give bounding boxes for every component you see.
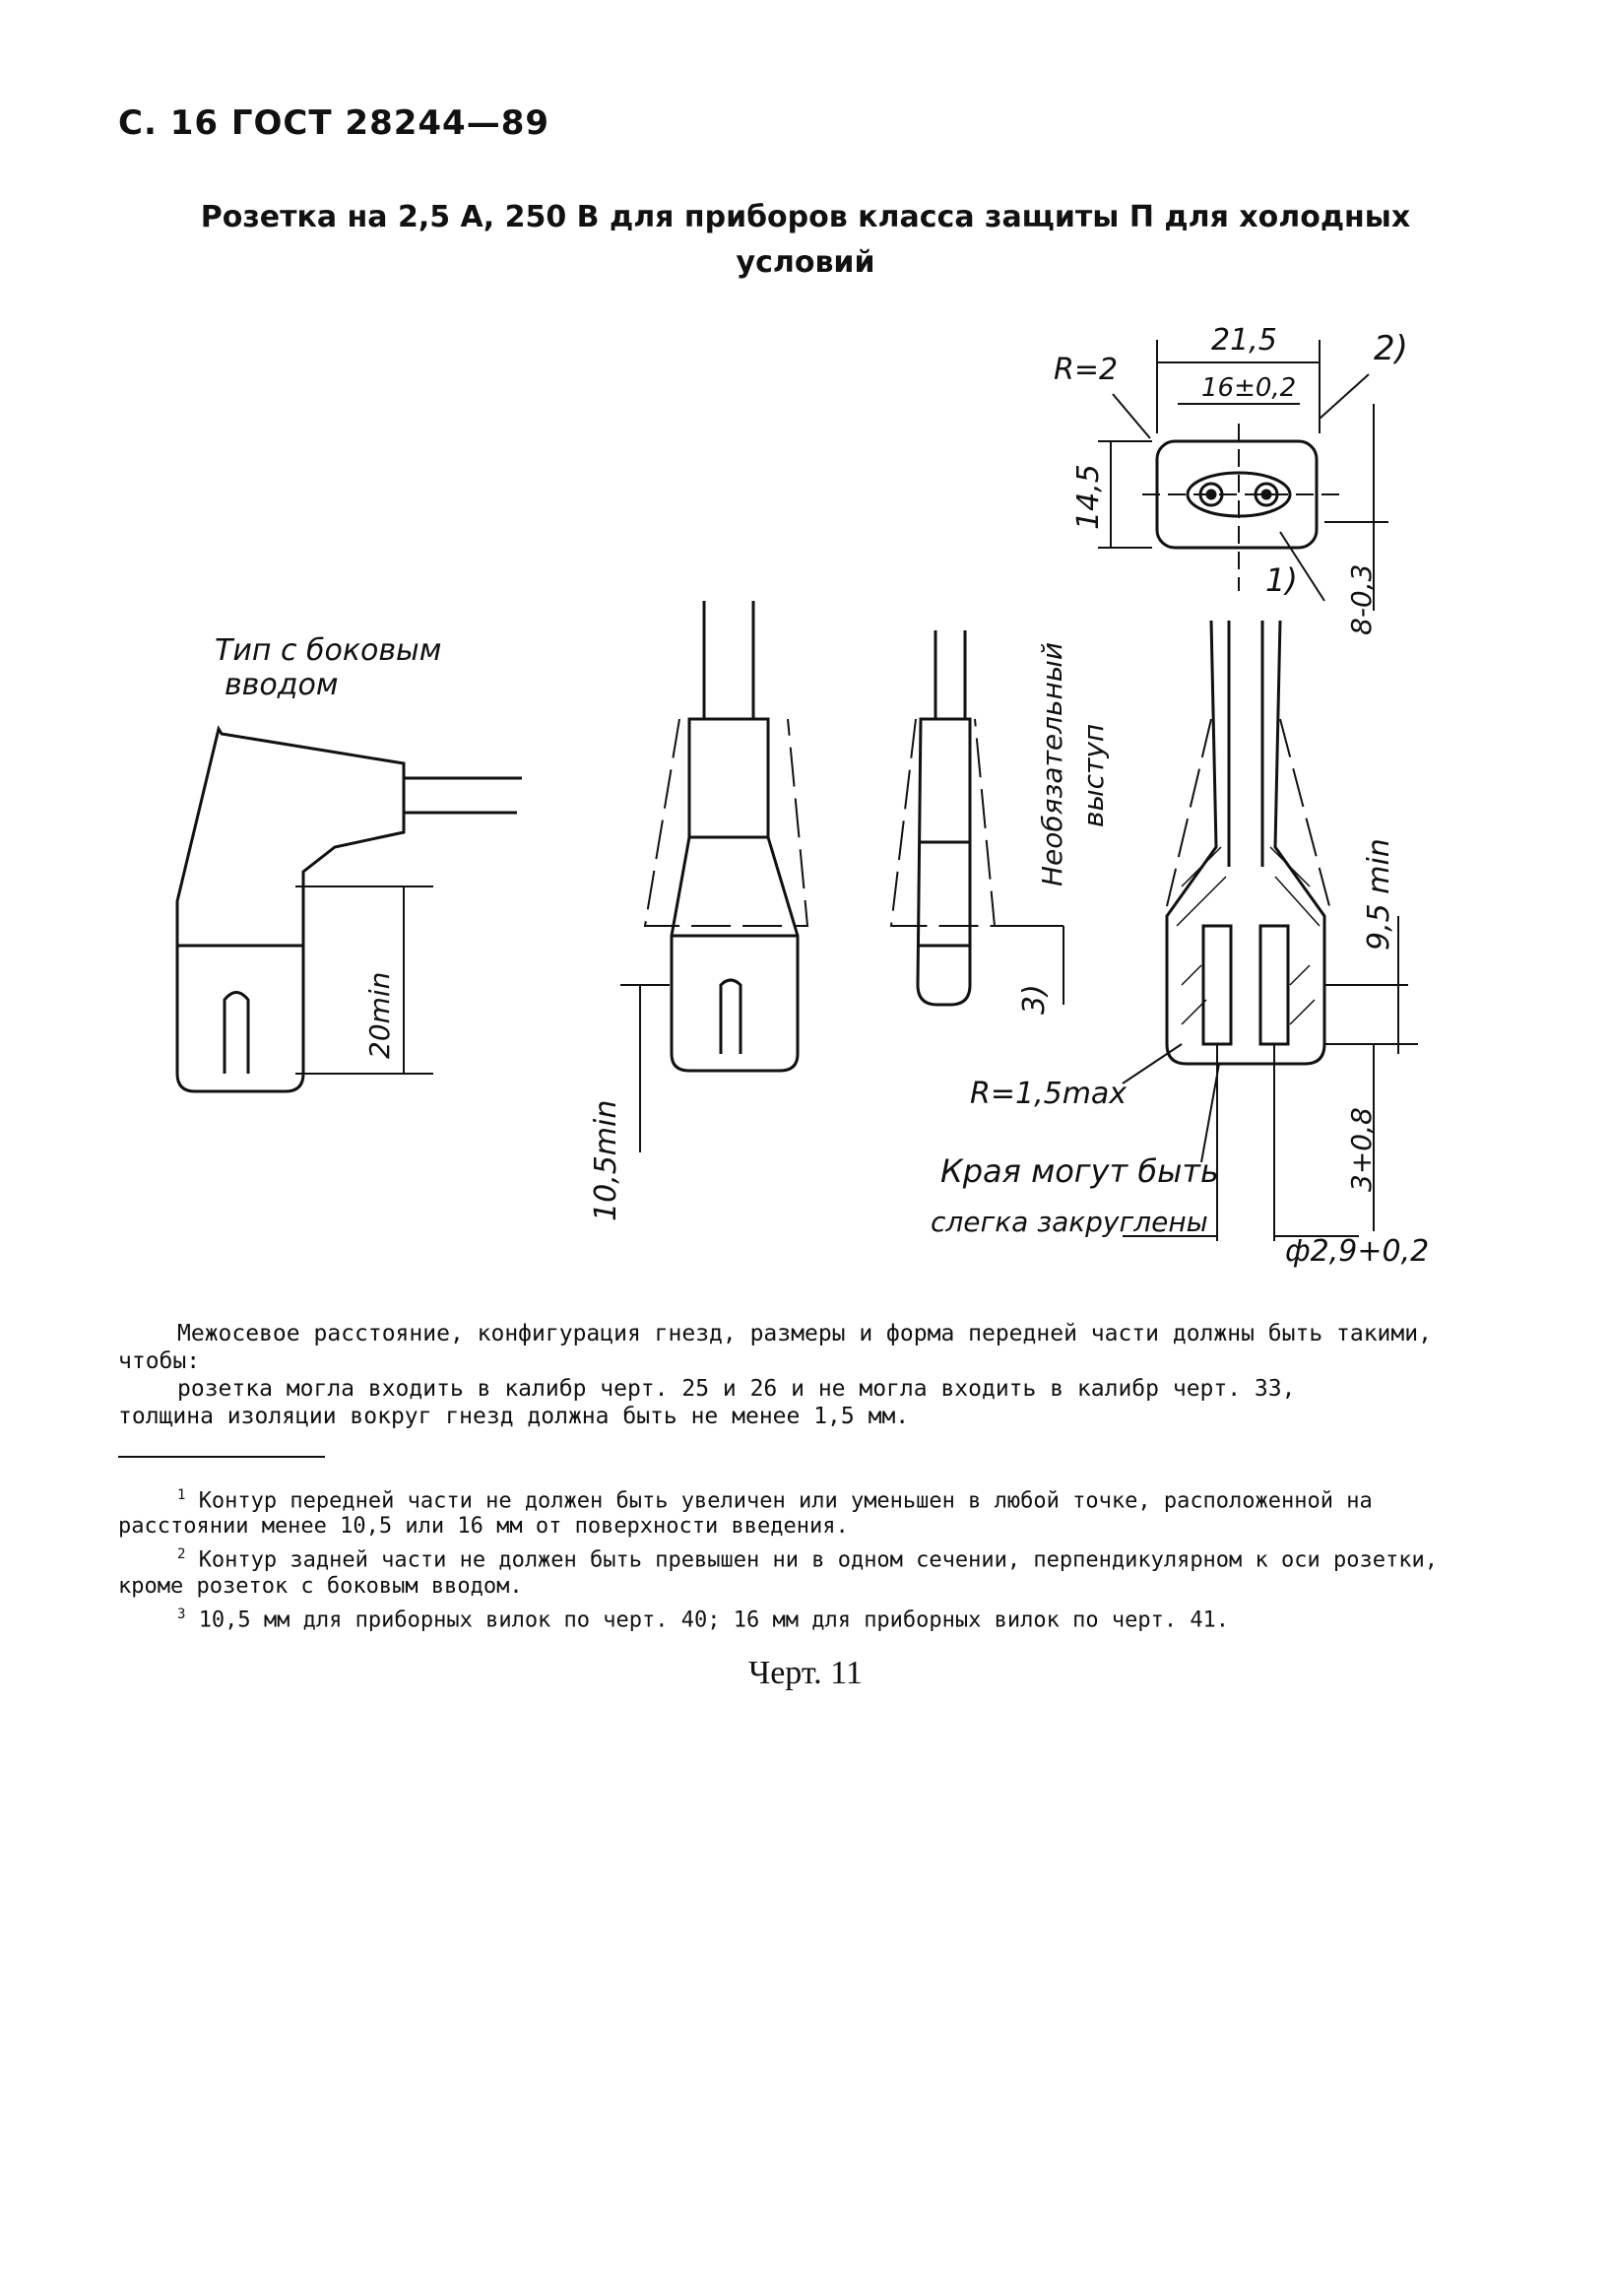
body-para-1: Межосевое расстояние, конфигурация гнезд, размеры и форма передней части должны быть такими, чтобы:: [118, 1321, 1432, 1374]
label-dim-20min: 20min: [363, 971, 396, 1059]
footnote-text-3: 10,5 мм для приборных вилок по черт. 40; 16 мм для приборных вилок по черт. 41.: [198, 1607, 1230, 1632]
label-note-1: 1): [1265, 561, 1298, 599]
title-line-2: условий: [736, 245, 875, 280]
body-text: [118, 1320, 1487, 1430]
label-edges-2: слегка закруглены: [931, 1206, 1208, 1238]
label-note-2: 2): [1374, 329, 1408, 368]
title-line-1: Розетка на 2,5 А, 250 В для приборов класса защиты П для холодных: [200, 200, 1411, 234]
label-dim-r15: R=1,5max: [970, 1077, 1128, 1111]
label-optional: Необязательный: [1036, 641, 1068, 886]
label-dim-8: 8-0,3: [1345, 563, 1378, 635]
label-side-type-2: вводом: [225, 668, 339, 702]
technical-drawing: [0, 295, 1611, 1305]
footnote-divider: [118, 1456, 325, 1458]
footnote-text-1: Контур передней части не должен быть увеличен или уменьшен в любой точке, расположенной на расстоянии менее 10,5 или 16 мм от поверхности введения.: [118, 1488, 1373, 1540]
label-dim-10-5: 10,5min: [589, 1099, 623, 1221]
footnote-text-2: Контур задней части не должен быть превышен ни в одном сечении, перпендикулярном к оси розетки, кроме розеток с боковым вводом.: [118, 1547, 1438, 1599]
footnote-mark-3: 3: [177, 1606, 186, 1622]
label-dim-r2: R=2: [1054, 353, 1119, 387]
label-note-3: 3): [1017, 984, 1052, 1015]
label-optional-2: выступ: [1077, 723, 1110, 827]
label-dim-21-5: 21,5: [1211, 323, 1277, 358]
footnote-2: [118, 1542, 1487, 1599]
body-para-2: розетка могла входить в калибр черт. 25 и 26 и не могла входить в калибр черт. 33,: [177, 1376, 1296, 1402]
footnote-mark-2: 2: [177, 1546, 186, 1563]
label-side-type: Тип с боковым: [215, 633, 442, 668]
figure-caption: Черт. 11: [748, 1655, 863, 1691]
page-title: [138, 195, 1473, 286]
label-dim-phi: ф2,9+0,2: [1285, 1234, 1430, 1269]
label-dim-14-5: 14,5: [1071, 464, 1106, 530]
label-dim-16: 16±0,2: [1201, 373, 1297, 403]
side-entry-socket: [177, 729, 522, 1091]
straight-socket-1: [620, 601, 807, 1152]
body-para-3: толщина изоляции вокруг гнезд должна быть не менее 1,5 мм.: [118, 1404, 910, 1429]
footnote-3: [118, 1602, 1487, 1633]
label-dim-9-5: 9,5 min: [1362, 838, 1396, 951]
footnote-mark-1: 1: [177, 1487, 186, 1503]
label-edges: Края могут быть: [940, 1152, 1219, 1190]
page-header: С. 16 ГОСТ 28244—89: [118, 103, 550, 143]
footnote-1: [118, 1482, 1487, 1540]
label-dim-3: 3+0,8: [1345, 1107, 1378, 1192]
footnotes: [118, 1482, 1487, 1635]
